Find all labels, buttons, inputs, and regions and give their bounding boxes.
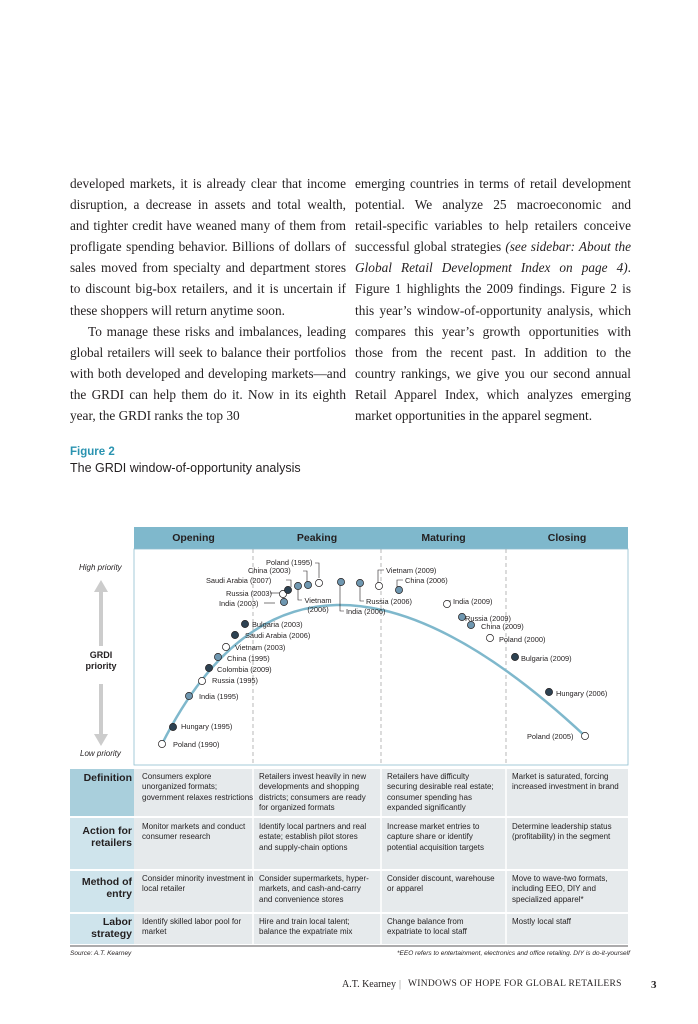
data-point bbox=[158, 740, 165, 747]
point-label: Poland (1995) bbox=[266, 558, 313, 567]
sidebar-reference: (see sidebar: About the Global Retail Development Index on page 4) bbox=[355, 239, 632, 276]
axis-high-label: High priority bbox=[79, 563, 122, 572]
data-point bbox=[337, 578, 344, 585]
data-point bbox=[222, 643, 229, 650]
point-label: Poland (2000) bbox=[499, 635, 546, 644]
leader-line bbox=[340, 583, 344, 611]
footer-title: WINDOWS OF HOPE FOR GLOBAL RETAILERS bbox=[408, 979, 622, 989]
table-cell: Determine leadership status (profitability) in the segment bbox=[512, 822, 612, 842]
point-label: China (2003) bbox=[248, 566, 291, 575]
table-cell: Identify skilled labor pool for market bbox=[142, 917, 242, 937]
figure-number: Figure 2 bbox=[70, 446, 115, 458]
data-point bbox=[169, 723, 176, 730]
footer-brand: A.T. Kearney bbox=[342, 979, 396, 990]
table-cell: Hire and train local talent; balance the expatriate mix bbox=[259, 917, 353, 937]
leader-line bbox=[315, 563, 319, 578]
axis-title-line: priority bbox=[85, 661, 117, 671]
phase-closing: Closing bbox=[547, 532, 587, 544]
leader-line bbox=[286, 580, 291, 587]
figure-source: Source: A.T. Kearney bbox=[70, 950, 132, 957]
data-point bbox=[511, 653, 518, 660]
phase-maturing: Maturing bbox=[421, 532, 466, 544]
data-point bbox=[241, 620, 248, 627]
body-column-left bbox=[70, 173, 346, 426]
axis-low-label: Low priority bbox=[80, 749, 121, 758]
table-cell: Move to wave-two formats, including EEO, DIY and specialized apparel* bbox=[512, 874, 608, 904]
data-point bbox=[205, 664, 212, 671]
row-header-labor: Labor strategy bbox=[91, 916, 132, 940]
data-point bbox=[545, 688, 552, 695]
point-label: Vietnam (2003) bbox=[235, 643, 286, 652]
point-label: Poland (1990) bbox=[173, 740, 220, 749]
data-point bbox=[395, 586, 402, 593]
table-cell: Consider discount, warehouse or apparel bbox=[387, 874, 495, 894]
point-label: China (2006) bbox=[405, 576, 448, 585]
point-label: Vietnam (2009) bbox=[386, 566, 437, 575]
data-point bbox=[304, 581, 311, 588]
data-point bbox=[294, 582, 301, 589]
point-label: Russia (2009) bbox=[465, 614, 512, 623]
footer-divider: | bbox=[399, 979, 402, 990]
axis-arrow-up-head bbox=[94, 580, 108, 592]
figure-footnote: *EEO refers to entertainment, electronics and office retailing. DIY is do-it-yourself bbox=[397, 950, 630, 957]
point-label: Saudi Arabia (2007) bbox=[206, 576, 272, 585]
row-header-definition: Definition bbox=[83, 772, 132, 784]
table-cell: Consumers explore unorganized formats; government relaxes restrictions bbox=[142, 772, 254, 802]
point-label: India (2009) bbox=[453, 597, 493, 606]
table-cell: Mostly local staff bbox=[512, 917, 571, 926]
table-cell: Monitor markets and conduct consumer research bbox=[142, 822, 246, 842]
data-point bbox=[356, 579, 363, 586]
phase-peaking: Peaking bbox=[296, 532, 338, 544]
point-label: Bulgaria (2003) bbox=[252, 620, 303, 629]
table-cell: Increase market entries to capture share or identify potential acquisition targets bbox=[387, 822, 484, 852]
body-paragraph: To manage these risks and imbalances, leading global retailers will seek to balance their portfolios with both developed and developing markets—and the GRDI can help them do it. Now in its eighth year, the GRDI ranks the top 30 bbox=[70, 323, 346, 424]
point-label: Russia (2003) bbox=[226, 589, 273, 598]
point-label: China (1995) bbox=[227, 654, 270, 663]
data-point bbox=[581, 732, 588, 739]
table-cell: Retailers invest heavily in new developments and shopping districts; consumers are ready for organized formats bbox=[259, 772, 367, 812]
row-header-action: Action for retailers bbox=[82, 825, 132, 849]
point-label: India (2003) bbox=[219, 599, 259, 608]
data-point bbox=[486, 634, 493, 641]
point-label: China (2009) bbox=[481, 622, 524, 631]
body-paragraph bbox=[355, 173, 631, 426]
figure-title: The GRDI window-of-opportunity analysis bbox=[70, 461, 301, 475]
table-cell: Consider supermarkets, hyper-markets, and cash-and-carry and convenience stores bbox=[259, 874, 369, 904]
point-label: India (1995) bbox=[199, 692, 239, 701]
point-label: Hungary (2006) bbox=[556, 689, 608, 698]
point-label: Bulgaria (2009) bbox=[521, 654, 572, 663]
point-label: Saudi Arabia (2006) bbox=[245, 631, 311, 640]
leader-line bbox=[298, 590, 302, 600]
body-paragraph: developed markets, it is already clear that income disruption, a decrease in assets and total wealth, and tighter credit have weaned many of them from profligate spending behavior. Billions of dollars of sales moved from specialty and department stores to discount big-box retailers, and it is uncertain if these shoppers will return anytime soon. bbox=[70, 176, 346, 318]
table-cell: Retailers have difficulty securing desirable real estate; consumer spending has expanded significantly bbox=[387, 772, 494, 812]
table-cell: Identify local partners and real estate; establish pilot stores and supply-chain options bbox=[259, 822, 367, 852]
data-point bbox=[185, 692, 192, 699]
data-point bbox=[443, 600, 450, 607]
point-label: Colombia (2009) bbox=[217, 665, 272, 674]
body-text-segment: emerging countries in terms of retail development potential. We analyze 25 macroeconomic and retail-specific variables to help retailers conceive successful global strategies bbox=[355, 176, 631, 255]
axis-title bbox=[71, 650, 131, 672]
data-point bbox=[375, 582, 382, 589]
data-point bbox=[315, 579, 322, 586]
body-text-segment: . Figure 1 highlights the 2009 findings. Figure 2 is this year’s window-of-opportunity analysis, which compares this year’s growth opportunities with those from the recent past. In addition to the country rankings, we give you our second annual Retail Apparel Index, which analyzes emerging market opportunities in the apparel segment. bbox=[355, 260, 631, 424]
axis-title-line: GRDI bbox=[89, 650, 113, 660]
body-column-right bbox=[355, 173, 631, 426]
table-cell: Change balance from expatriate to local staff bbox=[387, 917, 467, 937]
data-point bbox=[284, 586, 291, 593]
point-label: Hungary (1995) bbox=[181, 722, 233, 731]
axis-arrow-down-head bbox=[94, 734, 108, 746]
data-point bbox=[280, 598, 287, 605]
data-point bbox=[198, 677, 205, 684]
row-header-method: Method of entry bbox=[81, 876, 132, 900]
point-label: India (2006) bbox=[346, 607, 386, 616]
data-point bbox=[214, 653, 221, 660]
phase-opening: Opening bbox=[172, 532, 215, 544]
table-cell: Consider minority investment in local retailer bbox=[142, 874, 254, 894]
page-number: 3 bbox=[651, 979, 657, 991]
point-label: Vietnam (2006) bbox=[304, 596, 332, 614]
data-point bbox=[231, 631, 238, 638]
point-label: Russia (1995) bbox=[212, 676, 259, 685]
point-label: Russia (2006) bbox=[366, 597, 413, 606]
point-label: Poland (2005) bbox=[527, 732, 574, 741]
table-cell: Market is saturated, forcing increased investment in brand bbox=[512, 772, 619, 792]
